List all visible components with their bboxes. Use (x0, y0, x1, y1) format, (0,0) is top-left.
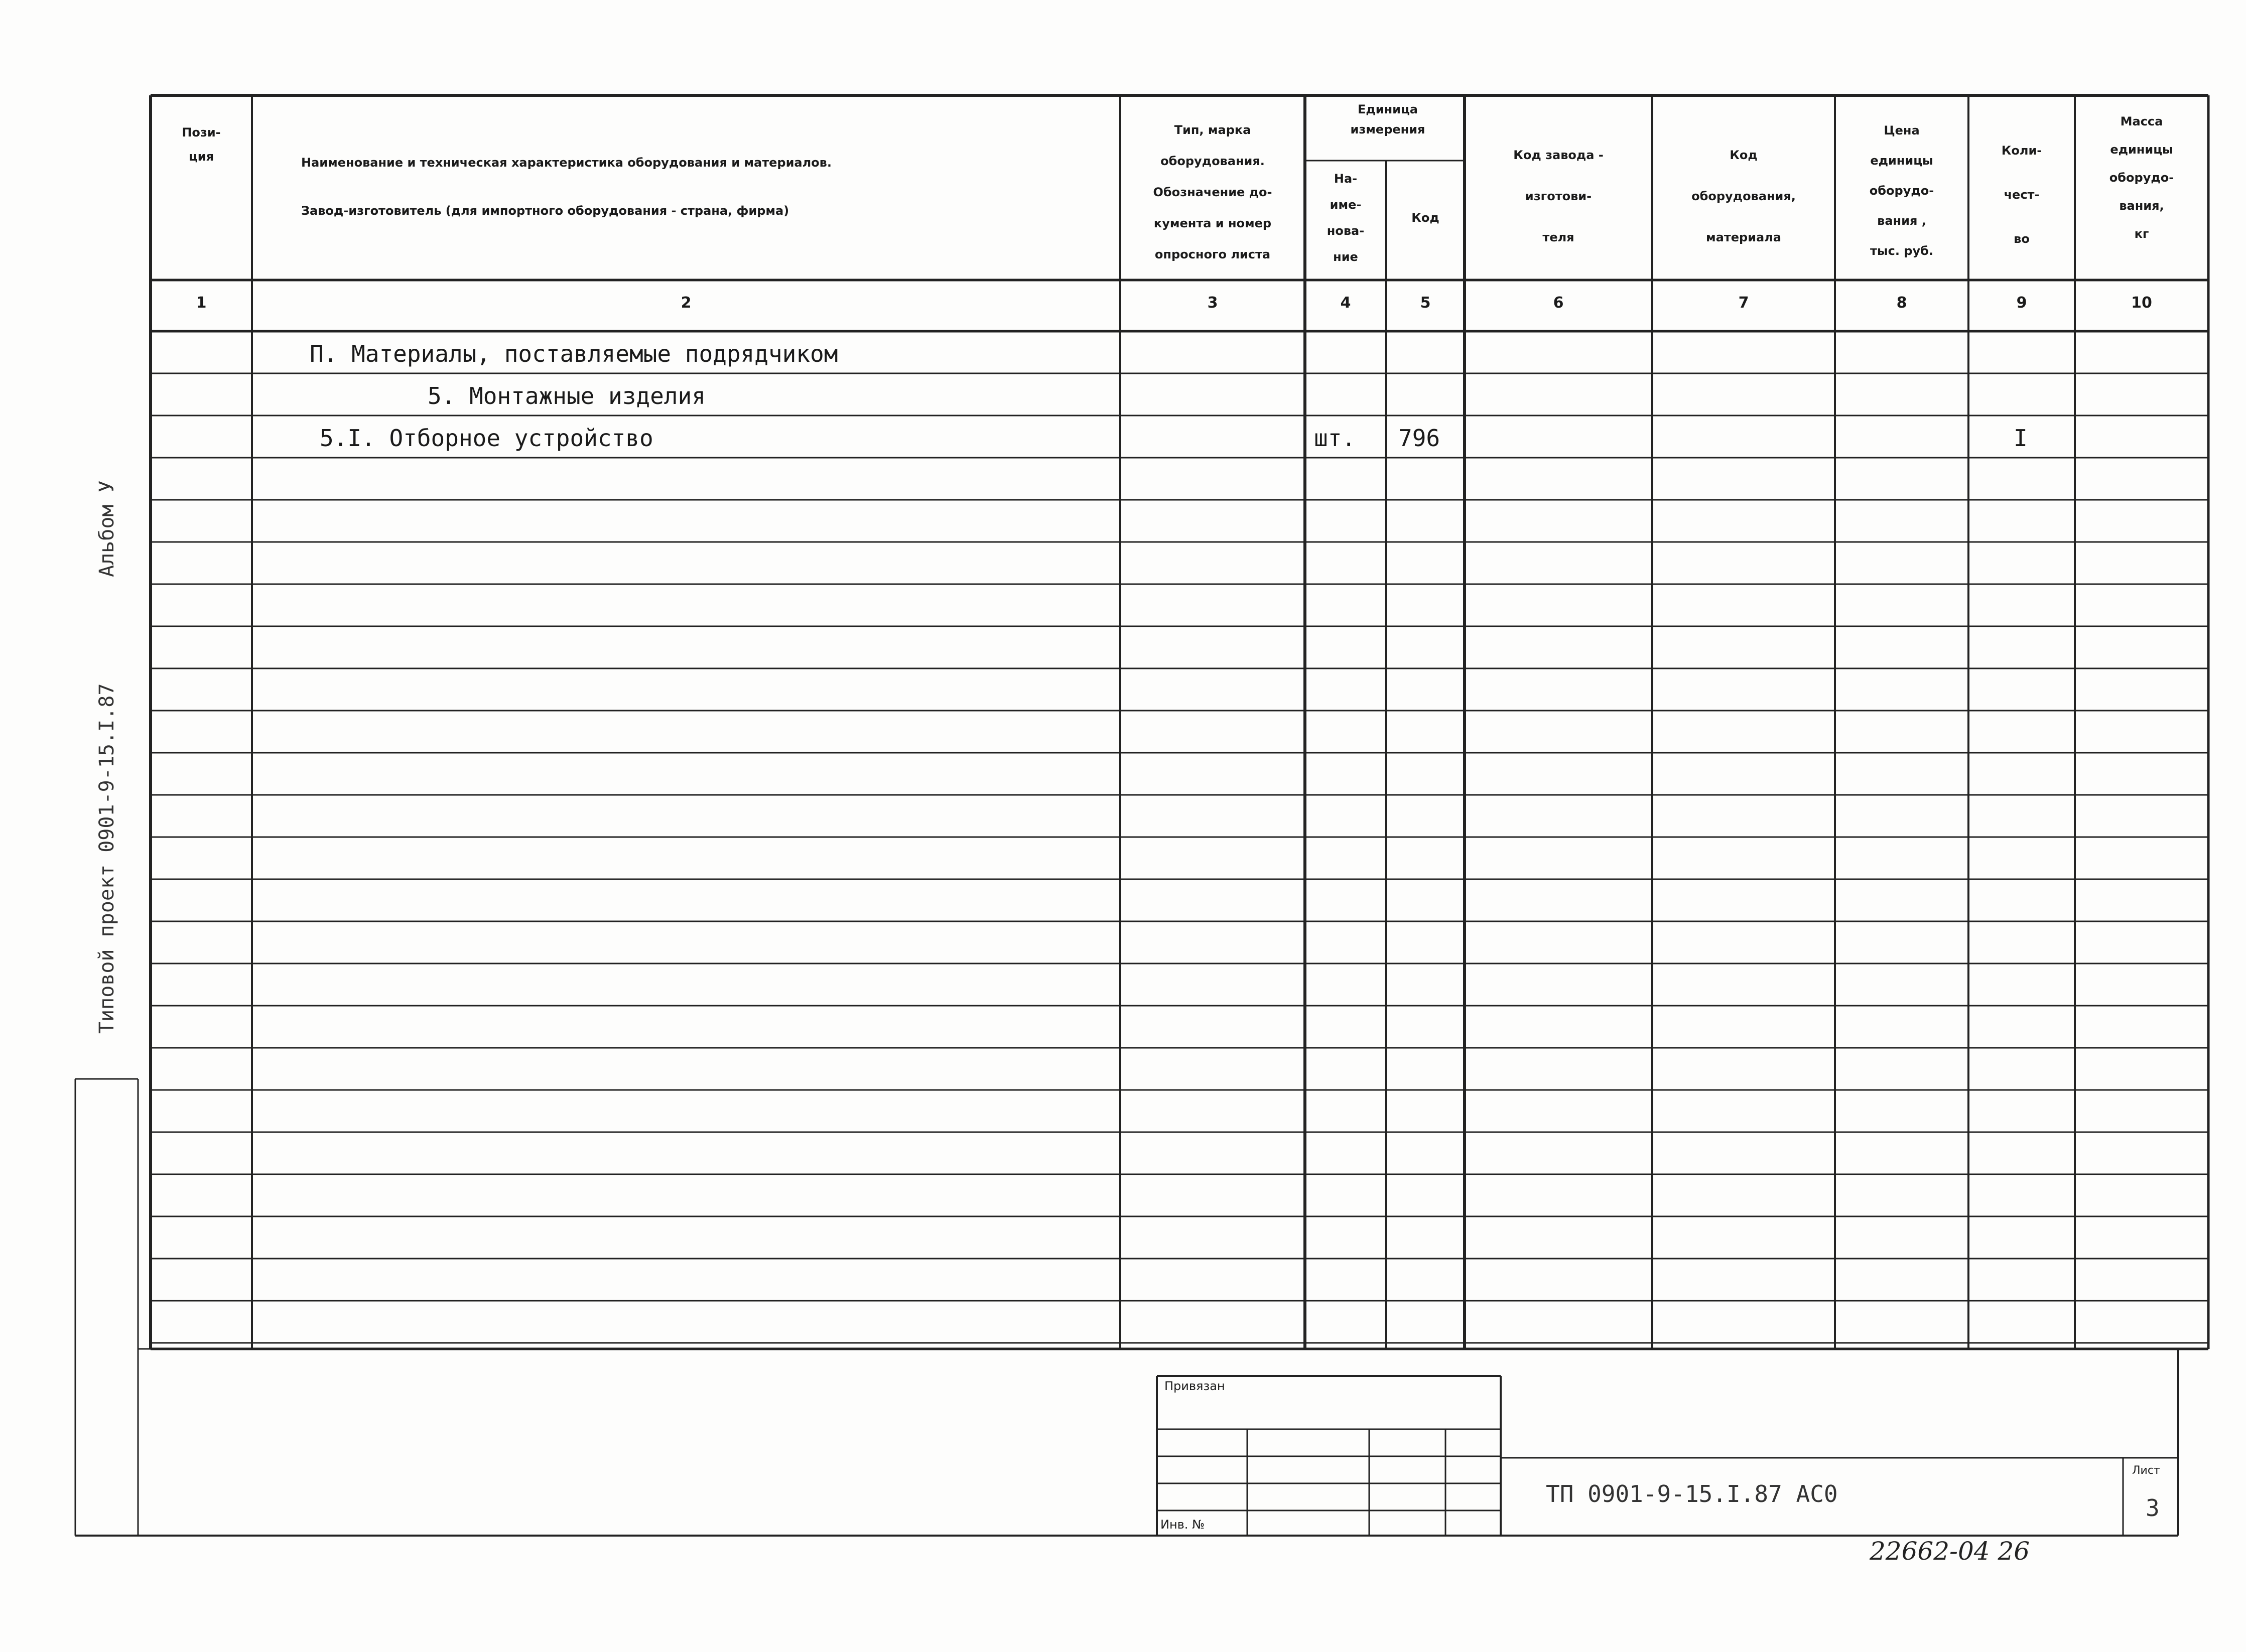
column-header-line: Коли- (2001, 144, 2042, 158)
row-unit: шт. (1314, 425, 1356, 452)
side-project-label: Типовой проект 0901-9-15.I.87 (95, 683, 118, 1034)
column-header-line: кумента и номер (1153, 216, 1272, 230)
column-header-line: оборудо- (2109, 171, 2174, 185)
row-quantity: I (2014, 425, 2028, 452)
column-header-6 (1465, 134, 1652, 258)
column-header-line: Цена (1884, 123, 1920, 137)
column-header-line: единицы (2110, 143, 2173, 157)
row-unit-code: 796 (1398, 425, 1440, 452)
column-number-8: 8 (1896, 294, 1907, 312)
column-header-line: ние (1333, 250, 1358, 264)
column-header-line: Пози- (182, 125, 221, 140)
column-header-line: кг (2134, 227, 2149, 241)
column-header-line: Код (1730, 148, 1758, 162)
sheet-number: 3 (2146, 1494, 2160, 1522)
column-header-9 (1968, 128, 2075, 261)
column-header-line: име- (1330, 198, 1362, 212)
column-header-line: вания , (1877, 214, 1926, 228)
stamp-privyazan: Привязан (1164, 1379, 1225, 1393)
unit-group-header: Единица измерения (1350, 102, 1425, 136)
column-header-line: Тип, марка (1174, 123, 1251, 137)
column-number-5: 5 (1420, 294, 1431, 312)
column-header-line: Код (1411, 211, 1439, 225)
column-header-line: опросного листа (1154, 247, 1271, 261)
archive-number: 22662-04 26 (1870, 1537, 2030, 1566)
column-number-2: 2 (681, 294, 692, 312)
column-header-line: ция (188, 150, 214, 164)
column-header-3 (1120, 114, 1305, 270)
row-name: 5.I. Отборное устройство (320, 425, 653, 452)
row-name: П. Материалы, поставляемые подрядчиком (310, 340, 838, 367)
column-header-line: Код завода - (1513, 148, 1604, 162)
column-header-line: материала (1706, 230, 1781, 244)
column-header-line: чест- (2004, 188, 2040, 202)
column-number-4: 4 (1340, 294, 1351, 312)
column-header-1 (151, 120, 252, 169)
column-header-line: нова- (1327, 224, 1365, 238)
column-header-4 (1305, 166, 1386, 270)
column-header-line: тыс. руб. (1870, 244, 1933, 258)
column-header-10 (2075, 107, 2208, 248)
column-header-line: оборудования, (1691, 189, 1796, 203)
column-number-1: 1 (196, 294, 207, 312)
column-header-line: Завод-изготовитель (для импортного оборудования - страна, фирма) (301, 204, 789, 218)
column-number-10: 10 (2131, 294, 2152, 312)
column-header-7 (1652, 134, 1835, 258)
column-header-line: Масса (2120, 114, 2163, 128)
column-header-line: Наименование и техническая характеристика оборудования и материалов. (301, 156, 832, 170)
column-number-3: 3 (1207, 294, 1218, 312)
column-header-line: во (2014, 232, 2030, 246)
side-album-label: Альбом У (95, 480, 118, 577)
column-header-8 (1835, 115, 1968, 266)
document-designation: ТП 0901-9-15.I.87 АС0 (1546, 1480, 1838, 1507)
column-header-line: единицы (1870, 154, 1933, 168)
column-number-6: 6 (1553, 294, 1564, 312)
column-header-line: теля (1542, 230, 1574, 244)
sheet-label: Лист (2132, 1464, 2160, 1477)
row-name: 5. Монтажные изделия (428, 382, 706, 409)
column-header-line: вания, (2119, 199, 2164, 213)
column-header-2 (301, 139, 1109, 235)
column-number-9: 9 (2016, 294, 2027, 312)
column-header-line: Обозначение до- (1153, 185, 1272, 199)
column-header-line: изготови- (1525, 189, 1592, 203)
column-header-5 (1386, 206, 1465, 230)
column-header-line: оборудования. (1160, 154, 1265, 168)
stamp-inv-no: Инв. № (1160, 1518, 1205, 1532)
column-number-7: 7 (1738, 294, 1749, 312)
column-header-line: На- (1334, 172, 1358, 186)
column-header-line: оборудо- (1869, 184, 1934, 198)
